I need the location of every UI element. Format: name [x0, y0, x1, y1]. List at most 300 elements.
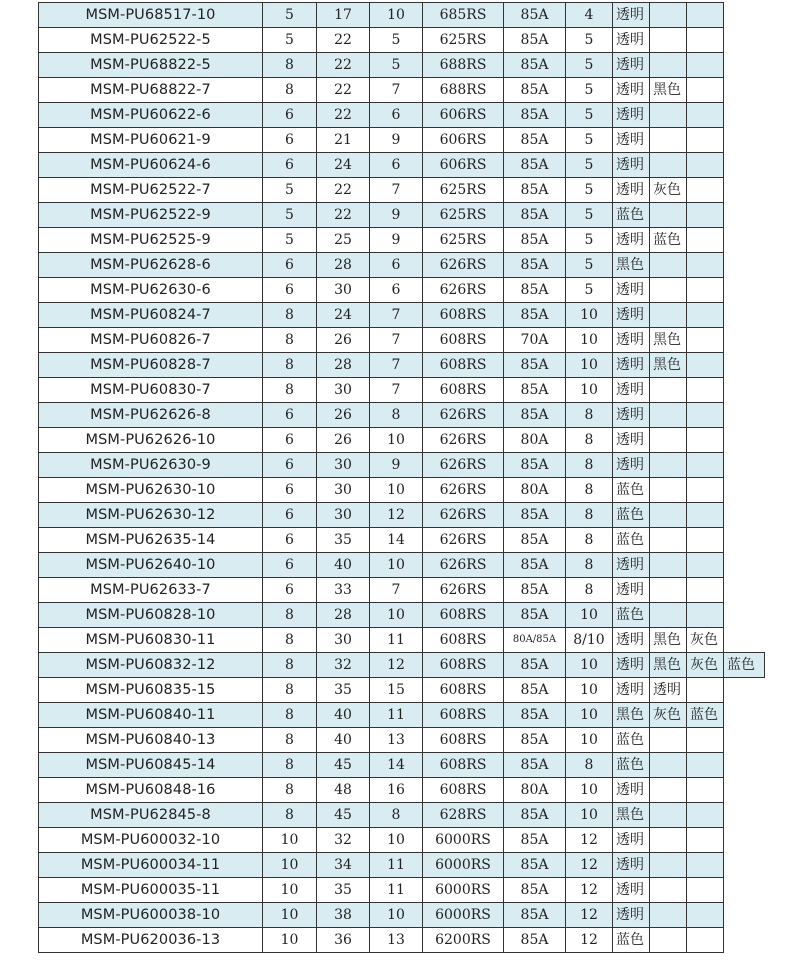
color-cell-3 — [687, 278, 724, 303]
color-cell-3 — [687, 253, 724, 278]
thickness-cell: 14 — [370, 753, 423, 778]
thickness-cell: 7 — [370, 378, 423, 403]
model-cell: MSM-PU60621-9 — [39, 128, 263, 153]
outer-diameter-cell: 35 — [317, 528, 370, 553]
stock-cell: 8 — [566, 478, 613, 503]
table-row — [39, 503, 765, 528]
inner-diameter-cell: 8 — [263, 328, 317, 353]
color-cell-3 — [687, 178, 724, 203]
model-cell: MSM-PU60830-7 — [39, 378, 263, 403]
table-row — [39, 703, 765, 728]
stock-cell: 10 — [566, 303, 613, 328]
color-cell-2: 黑色 — [650, 628, 687, 653]
table-row — [39, 153, 765, 178]
thickness-cell: 9 — [370, 453, 423, 478]
hardness-cell: 85A — [504, 703, 566, 728]
color-cell-3 — [687, 678, 724, 703]
bearing-cell: 6000RS — [423, 828, 504, 853]
thickness-cell: 6 — [370, 253, 423, 278]
bearing-cell: 608RS — [423, 753, 504, 778]
model-cell: MSM-PU62630-10 — [39, 478, 263, 503]
inner-diameter-cell: 6 — [263, 503, 317, 528]
color-cell-2: 灰色 — [650, 703, 687, 728]
stock-cell: 5 — [566, 53, 613, 78]
table-row — [39, 878, 765, 903]
thickness-cell: 11 — [370, 878, 423, 903]
color-cell-3 — [687, 553, 724, 578]
stock-cell: 4 — [566, 3, 613, 28]
color-cell-1: 透明 — [613, 303, 650, 328]
stock-cell: 8 — [566, 428, 613, 453]
color-cell-2 — [650, 153, 687, 178]
hardness-cell: 85A — [504, 403, 566, 428]
color-cell-3 — [687, 828, 724, 853]
color-cell-1: 透明 — [613, 378, 650, 403]
inner-diameter-cell: 6 — [263, 478, 317, 503]
hardness-cell: 85A — [504, 603, 566, 628]
outer-diameter-cell: 30 — [317, 278, 370, 303]
model-cell: MSM-PU62522-7 — [39, 178, 263, 203]
bearing-cell: 626RS — [423, 528, 504, 553]
stock-cell: 12 — [566, 828, 613, 853]
color-cell-3 — [687, 303, 724, 328]
bearing-cell: 625RS — [423, 28, 504, 53]
bearing-cell: 626RS — [423, 503, 504, 528]
table-row — [39, 3, 765, 28]
color-cell-1: 透明 — [613, 428, 650, 453]
color-cell-3 — [687, 403, 724, 428]
table-row — [39, 603, 765, 628]
thickness-cell: 14 — [370, 528, 423, 553]
hardness-cell: 85A — [504, 803, 566, 828]
stock-cell: 8 — [566, 753, 613, 778]
color-cell-2 — [650, 53, 687, 78]
color-cell-3 — [687, 378, 724, 403]
bearing-cell: 608RS — [423, 353, 504, 378]
color-cell-2: 黑色 — [650, 328, 687, 353]
hardness-cell: 85A — [504, 278, 566, 303]
thickness-cell: 5 — [370, 28, 423, 53]
outer-diameter-cell: 28 — [317, 253, 370, 278]
inner-diameter-cell: 8 — [263, 353, 317, 378]
inner-diameter-cell: 8 — [263, 303, 317, 328]
hardness-cell: 85A — [504, 53, 566, 78]
color-cell-3 — [687, 478, 724, 503]
color-cell-2 — [650, 878, 687, 903]
inner-diameter-cell: 8 — [263, 378, 317, 403]
stock-cell: 5 — [566, 203, 613, 228]
bearing-cell: 606RS — [423, 103, 504, 128]
inner-diameter-cell: 6 — [263, 403, 317, 428]
stock-cell: 10 — [566, 703, 613, 728]
model-cell: MSM-PU60845-14 — [39, 753, 263, 778]
thickness-cell: 7 — [370, 78, 423, 103]
thickness-cell: 13 — [370, 928, 423, 953]
color-cell-3 — [687, 803, 724, 828]
thickness-cell: 12 — [370, 653, 423, 678]
inner-diameter-cell: 10 — [263, 828, 317, 853]
stock-cell: 10 — [566, 778, 613, 803]
color-cell-3 — [687, 78, 724, 103]
stock-cell: 5 — [566, 153, 613, 178]
bearing-cell: 628RS — [423, 803, 504, 828]
outer-diameter-cell: 22 — [317, 103, 370, 128]
color-cell-2: 黑色 — [650, 353, 687, 378]
stock-cell: 10 — [566, 353, 613, 378]
table-row — [39, 828, 765, 853]
model-cell: MSM-PU60826-7 — [39, 328, 263, 353]
color-cell-1: 透明 — [613, 853, 650, 878]
thickness-cell: 12 — [370, 503, 423, 528]
thickness-cell: 7 — [370, 578, 423, 603]
model-cell: MSM-PU62845-8 — [39, 803, 263, 828]
model-cell: MSM-PU62522-5 — [39, 28, 263, 53]
thickness-cell: 10 — [370, 603, 423, 628]
outer-diameter-cell: 22 — [317, 28, 370, 53]
color-cell-1: 蓝色 — [613, 603, 650, 628]
color-cell-1: 透明 — [613, 153, 650, 178]
model-cell: MSM-PU62640-10 — [39, 553, 263, 578]
thickness-cell: 16 — [370, 778, 423, 803]
bearing-cell: 625RS — [423, 228, 504, 253]
color-cell-1: 透明 — [613, 628, 650, 653]
color-cell-2 — [650, 3, 687, 28]
table-row — [39, 753, 765, 778]
bearing-cell: 6200RS — [423, 928, 504, 953]
color-cell-2 — [650, 803, 687, 828]
thickness-cell: 11 — [370, 628, 423, 653]
thickness-cell: 7 — [370, 303, 423, 328]
model-cell: MSM-PU62630-9 — [39, 453, 263, 478]
color-cell-3 — [687, 3, 724, 28]
thickness-cell: 10 — [370, 828, 423, 853]
inner-diameter-cell: 8 — [263, 78, 317, 103]
outer-diameter-cell: 26 — [317, 328, 370, 353]
outer-diameter-cell: 30 — [317, 628, 370, 653]
model-cell: MSM-PU62626-10 — [39, 428, 263, 453]
bearing-cell: 608RS — [423, 778, 504, 803]
table-row — [39, 278, 765, 303]
thickness-cell: 10 — [370, 478, 423, 503]
hardness-cell: 85A — [504, 828, 566, 853]
color-cell-1: 黑色 — [613, 803, 650, 828]
color-cell-1: 蓝色 — [613, 928, 650, 953]
color-cell-3 — [687, 728, 724, 753]
color-cell-3 — [687, 503, 724, 528]
bearing-cell: 626RS — [423, 253, 504, 278]
table-row — [39, 353, 765, 378]
model-cell: MSM-PU60835-15 — [39, 678, 263, 703]
table-row — [39, 328, 765, 353]
model-cell: MSM-PU62628-6 — [39, 253, 263, 278]
hardness-cell: 70A — [504, 328, 566, 353]
stock-cell: 8 — [566, 453, 613, 478]
color-cell-3 — [687, 153, 724, 178]
outer-diameter-cell: 28 — [317, 603, 370, 628]
color-cell-3 — [687, 878, 724, 903]
inner-diameter-cell: 8 — [263, 603, 317, 628]
table-body — [39, 3, 765, 953]
stock-cell: 5 — [566, 178, 613, 203]
table-row — [39, 428, 765, 453]
outer-diameter-cell: 26 — [317, 428, 370, 453]
thickness-cell: 5 — [370, 53, 423, 78]
stock-cell: 10 — [566, 653, 613, 678]
bearing-cell: 626RS — [423, 428, 504, 453]
color-cell-2: 黑色 — [650, 653, 687, 678]
thickness-cell: 15 — [370, 678, 423, 703]
color-cell-1: 透明 — [613, 278, 650, 303]
color-cell-2 — [650, 903, 687, 928]
thickness-cell: 10 — [370, 903, 423, 928]
bearing-cell: 606RS — [423, 153, 504, 178]
bearing-cell: 608RS — [423, 728, 504, 753]
table-row — [39, 628, 765, 653]
model-cell: MSM-PU62522-9 — [39, 203, 263, 228]
stock-cell: 12 — [566, 853, 613, 878]
outer-diameter-cell: 40 — [317, 553, 370, 578]
inner-diameter-cell: 5 — [263, 28, 317, 53]
bearing-cell: 608RS — [423, 603, 504, 628]
model-cell: MSM-PU62630-12 — [39, 503, 263, 528]
color-cell-1: 透明 — [613, 28, 650, 53]
outer-diameter-cell: 22 — [317, 178, 370, 203]
stock-cell: 5 — [566, 278, 613, 303]
thickness-cell: 10 — [370, 3, 423, 28]
bearing-cell: 688RS — [423, 78, 504, 103]
bearing-cell: 608RS — [423, 378, 504, 403]
outer-diameter-cell: 28 — [317, 353, 370, 378]
thickness-cell: 6 — [370, 153, 423, 178]
stock-cell: 8 — [566, 578, 613, 603]
color-cell-1: 蓝色 — [613, 728, 650, 753]
bearing-cell: 608RS — [423, 628, 504, 653]
color-cell-3 — [687, 353, 724, 378]
outer-diameter-cell: 24 — [317, 303, 370, 328]
model-cell: MSM-PU60622-6 — [39, 103, 263, 128]
hardness-cell: 85A — [504, 903, 566, 928]
color-cell-2 — [650, 603, 687, 628]
outer-diameter-cell: 48 — [317, 778, 370, 803]
color-cell-3 — [687, 528, 724, 553]
outer-diameter-cell: 32 — [317, 653, 370, 678]
stock-cell: 10 — [566, 603, 613, 628]
outer-diameter-cell: 40 — [317, 703, 370, 728]
inner-diameter-cell: 6 — [263, 153, 317, 178]
thickness-cell: 11 — [370, 853, 423, 878]
hardness-cell: 85A — [504, 653, 566, 678]
inner-diameter-cell: 6 — [263, 278, 317, 303]
inner-diameter-cell: 6 — [263, 553, 317, 578]
outer-diameter-cell: 22 — [317, 78, 370, 103]
outer-diameter-cell: 17 — [317, 3, 370, 28]
table-row — [39, 253, 765, 278]
thickness-cell: 10 — [370, 553, 423, 578]
color-cell-1: 透明 — [613, 453, 650, 478]
color-cell-2: 灰色 — [650, 178, 687, 203]
model-cell: MSM-PU60624-6 — [39, 153, 263, 178]
color-cell-3: 蓝色 — [687, 703, 724, 728]
thickness-cell: 9 — [370, 128, 423, 153]
hardness-cell: 85A — [504, 303, 566, 328]
inner-diameter-cell: 8 — [263, 753, 317, 778]
color-cell-2 — [650, 203, 687, 228]
hardness-cell: 85A — [504, 178, 566, 203]
hardness-cell: 85A — [504, 28, 566, 53]
color-cell-3 — [687, 578, 724, 603]
stock-cell: 10 — [566, 378, 613, 403]
inner-diameter-cell: 10 — [263, 878, 317, 903]
outer-diameter-cell: 21 — [317, 128, 370, 153]
model-cell: MSM-PU62633-7 — [39, 578, 263, 603]
hardness-cell: 85A — [504, 528, 566, 553]
hardness-cell: 85A — [504, 103, 566, 128]
stock-cell: 10 — [566, 678, 613, 703]
color-cell-2 — [650, 303, 687, 328]
table-row — [39, 478, 765, 503]
table-row — [39, 103, 765, 128]
color-cell-2 — [650, 828, 687, 853]
color-cell-3 — [687, 903, 724, 928]
outer-diameter-cell: 24 — [317, 153, 370, 178]
thickness-cell: 9 — [370, 203, 423, 228]
color-cell-1: 透明 — [613, 353, 650, 378]
hardness-cell: 85A — [504, 578, 566, 603]
stock-cell: 5 — [566, 128, 613, 153]
stock-cell: 8 — [566, 528, 613, 553]
color-cell-2 — [650, 528, 687, 553]
bearing-cell: 608RS — [423, 653, 504, 678]
outer-diameter-cell: 33 — [317, 578, 370, 603]
bearing-cell: 626RS — [423, 553, 504, 578]
table-row — [39, 653, 765, 678]
color-cell-1: 透明 — [613, 178, 650, 203]
hardness-cell: 85A — [504, 553, 566, 578]
model-cell: MSM-PU62635-14 — [39, 528, 263, 553]
model-cell: MSM-PU600032-10 — [39, 828, 263, 853]
inner-diameter-cell: 6 — [263, 528, 317, 553]
color-cell-2 — [650, 753, 687, 778]
hardness-cell: 85A — [504, 78, 566, 103]
hardness-cell: 85A — [504, 3, 566, 28]
bearing-cell: 608RS — [423, 328, 504, 353]
color-cell-1: 透明 — [613, 403, 650, 428]
bearing-cell: 626RS — [423, 278, 504, 303]
stock-cell: 8 — [566, 403, 613, 428]
color-cell-1: 蓝色 — [613, 528, 650, 553]
color-cell-2: 蓝色 — [650, 228, 687, 253]
model-cell: MSM-PU62525-9 — [39, 228, 263, 253]
thickness-cell: 6 — [370, 103, 423, 128]
model-cell: MSM-PU62630-6 — [39, 278, 263, 303]
bearing-cell: 685RS — [423, 3, 504, 28]
model-cell: MSM-PU60828-10 — [39, 603, 263, 628]
bearing-cell: 688RS — [423, 53, 504, 78]
hardness-cell: 85A — [504, 153, 566, 178]
hardness-cell: 85A — [504, 128, 566, 153]
color-cell-2 — [650, 778, 687, 803]
hardness-cell: 85A — [504, 228, 566, 253]
spec-table — [38, 2, 765, 953]
color-cell-2: 黑色 — [650, 78, 687, 103]
color-cell-2 — [650, 428, 687, 453]
stock-cell: 5 — [566, 78, 613, 103]
hardness-cell: 85A — [504, 203, 566, 228]
color-cell-3 — [687, 778, 724, 803]
model-cell: MSM-PU60840-13 — [39, 728, 263, 753]
hardness-cell: 85A — [504, 678, 566, 703]
bearing-cell: 625RS — [423, 203, 504, 228]
stock-cell: 10 — [566, 728, 613, 753]
table-row — [39, 453, 765, 478]
model-cell: MSM-PU600034-11 — [39, 853, 263, 878]
table-row — [39, 528, 765, 553]
hardness-cell: 85A — [504, 253, 566, 278]
color-cell-2 — [650, 28, 687, 53]
color-cell-3 — [687, 603, 724, 628]
color-cell-1: 透明 — [613, 903, 650, 928]
stock-cell: 12 — [566, 878, 613, 903]
table-row — [39, 78, 765, 103]
thickness-cell: 7 — [370, 178, 423, 203]
color-cell-2 — [650, 128, 687, 153]
thickness-cell: 8 — [370, 403, 423, 428]
color-cell-3 — [687, 128, 724, 153]
table-row — [39, 928, 765, 953]
inner-diameter-cell: 10 — [263, 928, 317, 953]
hardness-cell: 85A — [504, 503, 566, 528]
bearing-cell: 608RS — [423, 303, 504, 328]
inner-diameter-cell: 10 — [263, 903, 317, 928]
stock-cell: 5 — [566, 103, 613, 128]
hardness-cell: 85A — [504, 928, 566, 953]
table-row — [39, 853, 765, 878]
color-cell-2 — [650, 928, 687, 953]
color-cell-3 — [687, 203, 724, 228]
model-cell: MSM-PU62626-8 — [39, 403, 263, 428]
color-cell-1: 透明 — [613, 678, 650, 703]
color-cell-1: 透明 — [613, 328, 650, 353]
color-cell-1: 透明 — [613, 228, 650, 253]
inner-diameter-cell: 8 — [263, 803, 317, 828]
stock-cell: 8/10 — [566, 628, 613, 653]
hardness-cell: 85A — [504, 878, 566, 903]
color-cell-3 — [687, 53, 724, 78]
model-cell: MSM-PU60824-7 — [39, 303, 263, 328]
color-cell-1: 透明 — [613, 53, 650, 78]
color-cell-1: 蓝色 — [613, 478, 650, 503]
color-cell-1: 蓝色 — [613, 203, 650, 228]
color-cell-1: 黑色 — [613, 253, 650, 278]
color-cell-1: 透明 — [613, 78, 650, 103]
color-cell-2 — [650, 403, 687, 428]
outer-diameter-cell: 34 — [317, 853, 370, 878]
stock-cell: 8 — [566, 503, 613, 528]
stock-cell: 10 — [566, 803, 613, 828]
model-cell: MSM-PU600038-10 — [39, 903, 263, 928]
table-row — [39, 728, 765, 753]
table-row — [39, 578, 765, 603]
bearing-cell: 625RS — [423, 178, 504, 203]
color-cell-3: 灰色 — [687, 628, 724, 653]
table-row — [39, 403, 765, 428]
color-cell-2: 透明 — [650, 678, 687, 703]
inner-diameter-cell: 8 — [263, 728, 317, 753]
bearing-cell: 626RS — [423, 403, 504, 428]
hardness-cell: 80A/85A — [504, 628, 566, 653]
outer-diameter-cell: 25 — [317, 228, 370, 253]
inner-diameter-cell: 5 — [263, 178, 317, 203]
